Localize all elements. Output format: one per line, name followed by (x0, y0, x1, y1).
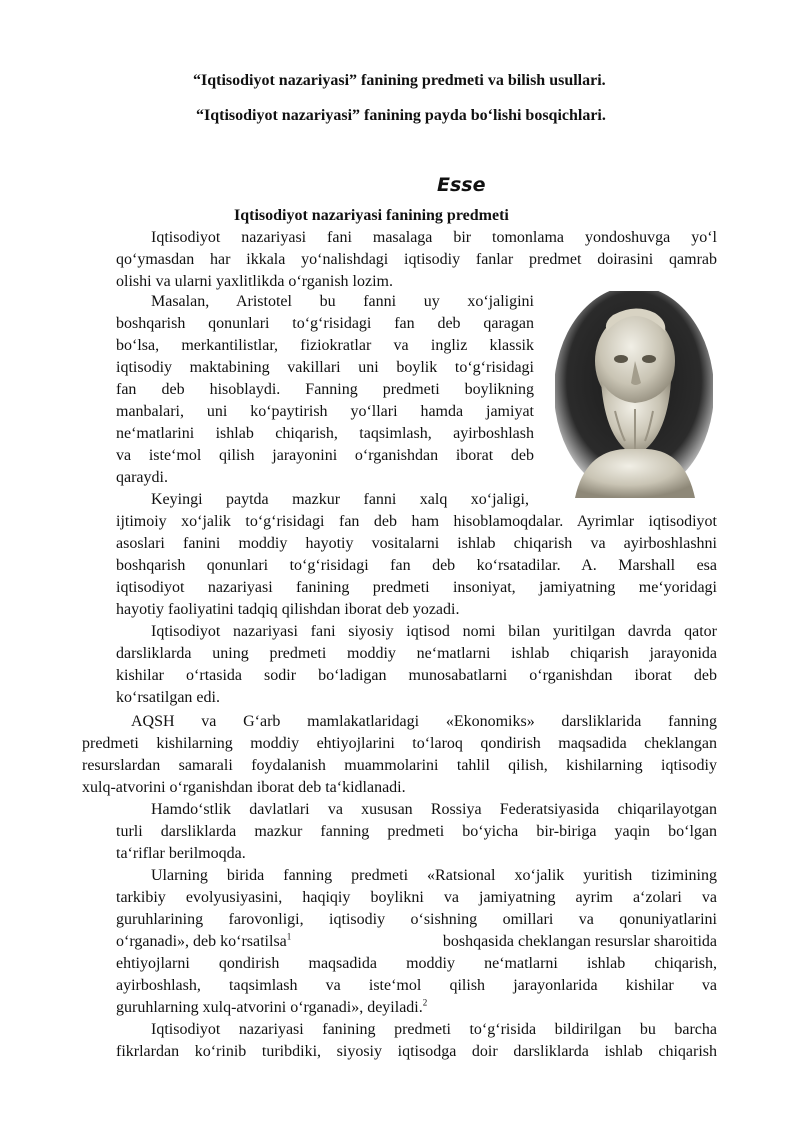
title-line-1: “Iqtisodiyot nazariyasi” fanining predmeti va bilish usullari. (193, 72, 606, 89)
aristotle-bust-image (555, 291, 713, 498)
text-line: ko‘rsatilgan edi. (116, 689, 220, 706)
text-line: ayirboshlash, taqsimlash va iste‘mol qilish jarayonlarida kishilar va (116, 977, 717, 994)
text-line: Iqtisodiyot nazariyasi fanining predmeti to‘g‘risida bildirilgan bu barcha (151, 1021, 717, 1038)
text-line: fikrlardan ko‘rinib turibdiki, siyosiy iqtisodga doir darsliklarda ishlab chiqarish (116, 1043, 717, 1060)
text-line: guruhlarining farovonligi, iqtisodiy o‘sishning omillari va qonuniyatlarini (116, 911, 717, 928)
text-line: turli darsliklarda mazkur fanning predmeti bo‘yicha bir-biriga yaqin bo‘lgan (116, 823, 717, 840)
text-line: Ularning birida fanning predmeti «Ratsional xo‘jalik yuritish tizimining (151, 867, 717, 884)
text-line: asoslari fanini moddiy hayotiy vositalarni ishlab chiqarish va ayirboshlashni (116, 535, 717, 552)
text-line: resurslardan samarali foydalanish muammolarini tahlil qilish, kishilarning iqtisodiy (82, 757, 717, 774)
title-line-2: “Iqtisodiyot nazariyasi” fanining payda bo‘lishi bosqichlari. (196, 107, 606, 124)
text-line: iqtisodiyot nazariyasi fanining predmeti insoniyat, jamiyatning me‘yoridagi (116, 579, 717, 596)
text-line: olishi va ularni yaxlitlikda o‘rganish lozim. (116, 273, 393, 290)
text-line: darsliklarda uning predmeti moddiy ne‘matlarni ishlab chiqarish jarayonida (116, 645, 717, 662)
text-line: ehtiyojlarni qondirish maqsadida moddiy ne‘matlarni ishlab chiqarish, (116, 955, 717, 972)
text-fragment: guruhlarning xulq-atvorini o‘rganadi», deyiladi. (116, 999, 423, 1016)
text-line: Keyingi paytda mazkur fanni xalq xo‘jaligi, (151, 491, 529, 508)
text-line: hayotiy faoliyatini tadqiq qilishdan iborat deb yozadi. (116, 601, 460, 618)
bust-illustration (555, 291, 713, 498)
text-line: ne‘matlarini ishlab chiqarish, taqsimlash, ayirboshlash (116, 425, 534, 442)
text-line: qo‘ymasdan har ikkala yo‘nalishdagi iqtisodiy fanlar predmet doirasini qamrab (116, 251, 717, 268)
esse-label: Esse (437, 174, 486, 196)
text-line: predmeti kishilarning moddiy ehtiyojlarini to‘laroq qondirish maqsadida cheklangan (82, 735, 717, 752)
text-line: boshqarish qonunlari to‘g‘risidagi fan deb ko‘rsatadilar. A. Marshall esa (116, 557, 717, 574)
section-heading: Iqtisodiyot nazariyasi fanining predmeti (234, 207, 509, 224)
text-line (116, 997, 427, 1019)
text-line: xulq-atvorini o‘rganishdan iborat deb ta‘kidlanadi. (82, 779, 406, 796)
text-line: iqtisodiy maktabining vakillari uni boylik to‘g‘risidagi (116, 359, 534, 376)
text-line: qaraydi. (116, 469, 168, 486)
text-line: va iste‘mol qilish jarayonini o‘rganishdan iborat deb (116, 447, 534, 464)
text-line: Iqtisodiyot nazariyasi fani siyosiy iqtisod nomi bilan yuritilgan davrda qator (151, 623, 717, 640)
text-line: tarkibiy evolyusiyasini, haqiqiy boylikni va jamiyatning ayrim a‘zolari va (116, 889, 717, 906)
footnote-ref: 1 (286, 931, 292, 942)
text-line: AQSH va G‘arb mamlakatlaridagi «Ekonomiks» darsliklarida fanning (131, 713, 717, 730)
text-line: ijtimoiy xo‘jalik to‘g‘risidagi fan deb ham hisoblamoqdalar. Ayrimlar iqtisodiyot (116, 513, 717, 530)
footnote-ref: 2 (422, 997, 428, 1008)
text-line: manbalari, uni ko‘paytirish yo‘llari hamda jamiyat (116, 403, 534, 420)
text-line: kishilar o‘rtasida sodir bo‘ladigan munosabatlarni o‘rganishdan iborat deb (116, 667, 717, 684)
text-line: ta‘riflar berilmoqda. (116, 845, 246, 862)
text-line: boshqarish qonunlari to‘g‘risidagi fan deb qaragan (116, 315, 534, 332)
text-line: boshqasida cheklangan resurslar sharoitida (442, 933, 717, 950)
text-fragment: o‘rganadi», deb ko‘rsatilsa (116, 933, 287, 950)
text-line: Hamdo‘stlik davlatlari va xususan Rossiya Federatsiyasida chiqarilayotgan (151, 801, 717, 818)
text-line: Masalan, Aristotel bu fanni uy xo‘jaligini (151, 293, 534, 310)
text-line: fan deb hisoblaydi. Fanning predmeti boylikning (116, 381, 534, 398)
text-line: Iqtisodiyot nazariyasi fani masalaga bir tomonlama yondoshuvga yo‘l (151, 229, 717, 246)
text-line (116, 931, 291, 953)
text-line: bo‘lsa, merkantilistlar, fiziokratlar va ingliz klassik (116, 337, 534, 354)
